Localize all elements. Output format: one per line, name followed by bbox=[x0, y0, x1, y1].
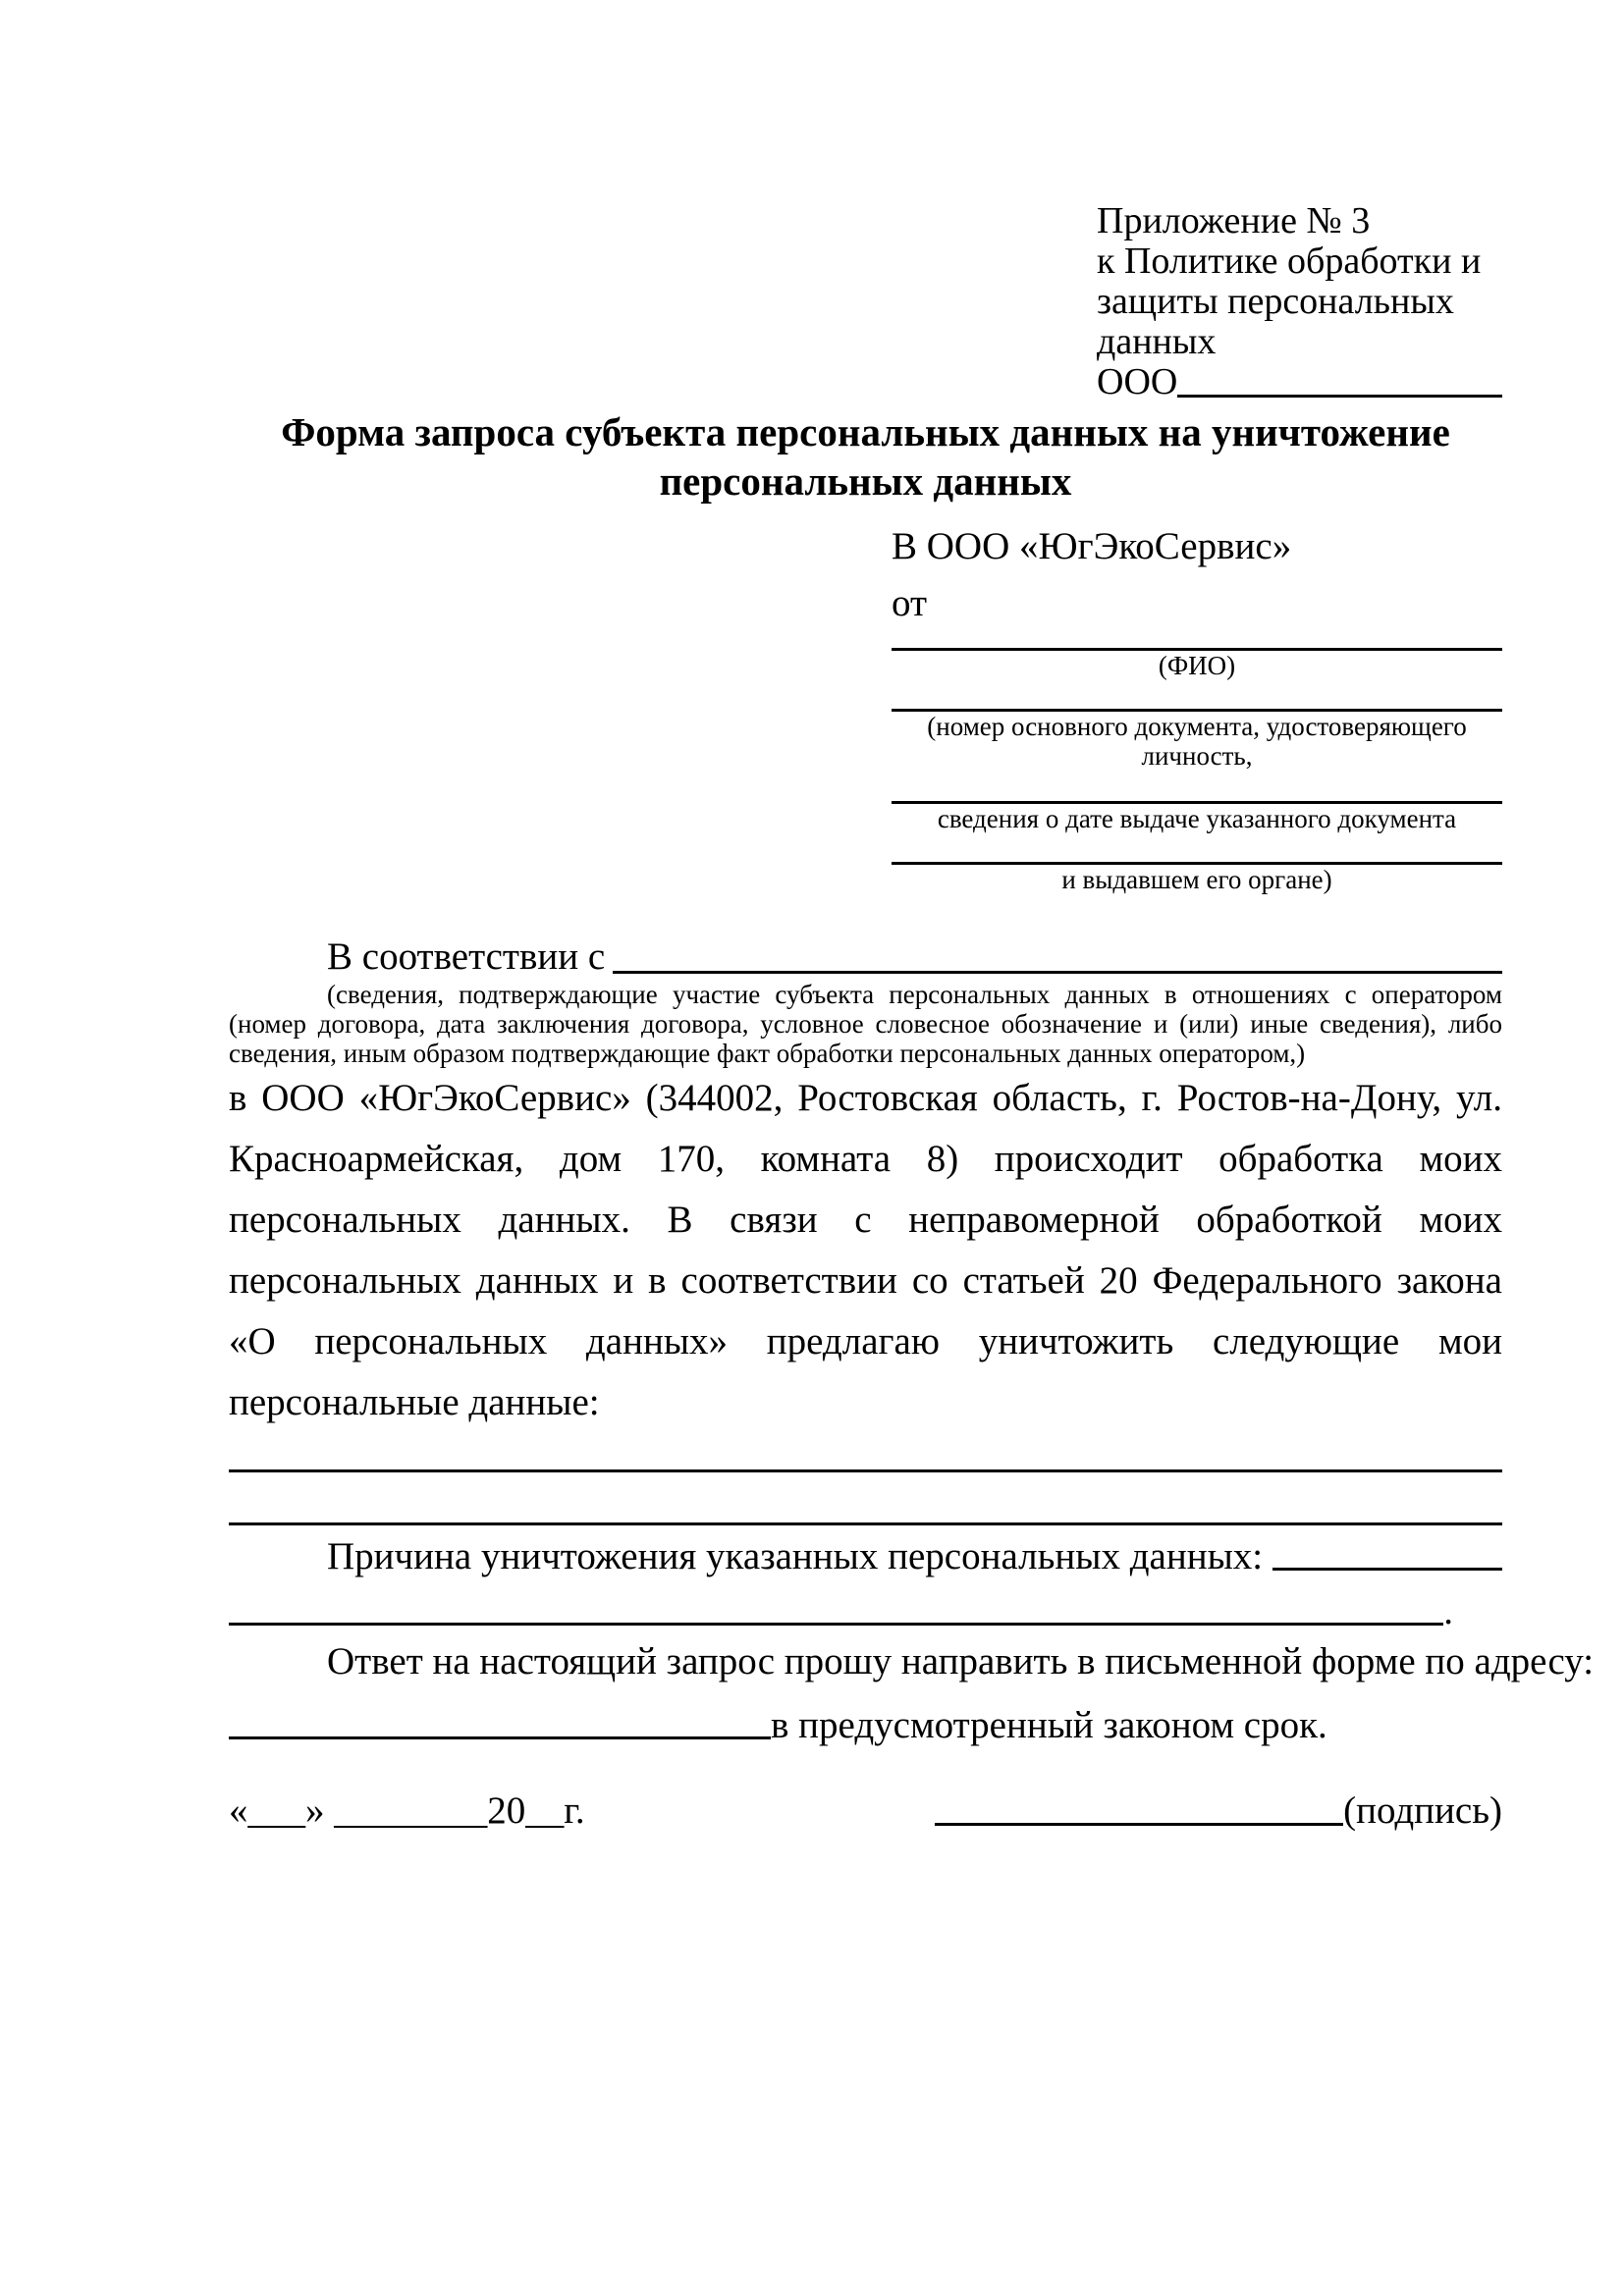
issue-date-blank-line bbox=[892, 771, 1502, 804]
signature-group bbox=[935, 1789, 1502, 1834]
organization-blank-line bbox=[1177, 395, 1502, 398]
issuing-authority-blank-line bbox=[892, 833, 1502, 865]
body-block bbox=[229, 934, 1595, 1834]
document-number-blank-line bbox=[892, 680, 1502, 712]
vertical-spacer bbox=[229, 1747, 1502, 1789]
appendix-policy-line2: защиты персональных данных bbox=[1097, 281, 1454, 362]
answer-suffix: в предусмотренный законом срок. bbox=[771, 1704, 1327, 1746]
fio-caption: (ФИО) bbox=[1158, 651, 1236, 680]
date-line: «___» ________20__г. bbox=[229, 1789, 585, 1832]
answer-paragraph: Ответ на настоящий запрос прошу направить в письменной форме по адресу: bbox=[327, 1640, 1595, 1682]
fio-blank-line bbox=[892, 625, 1502, 651]
issue-date-caption: сведения о дате выдаче указанного документа bbox=[937, 804, 1457, 833]
reason-row bbox=[229, 1525, 1502, 1578]
reason-continuation-row bbox=[229, 1578, 1502, 1633]
main-paragraph: в ООО «ЮгЭкоСервис» (344002, Ростовская область, г. Ростов-на-Дону, ул. Красноармейская, дом 170, комната 8) происходит обработка моих персональных данных. В связи с неправомерной обработкой моих персональных данных и в соответствии со статьей 20 Федерального закона «О персональных данных» предлагаю уничтожить следующие мои персональные данные: bbox=[229, 1077, 1502, 1423]
reason-label: Причина уничтожения указанных персональных данных: bbox=[327, 1535, 1264, 1577]
appendix-number: Приложение № 3 bbox=[1097, 200, 1371, 241]
appendix-header bbox=[1097, 201, 1502, 402]
personal-data-blank-line-1 bbox=[229, 1433, 1502, 1472]
address-blank-line bbox=[229, 1736, 771, 1739]
answer-address-row bbox=[229, 1690, 1502, 1747]
personal-data-blank-line-2 bbox=[229, 1472, 1502, 1525]
organization-prefix: ООО bbox=[1097, 361, 1178, 402]
organization-name-row bbox=[1097, 362, 1502, 402]
sentence-terminator: . bbox=[1443, 1590, 1453, 1632]
accordance-label: В соответствии с bbox=[327, 935, 606, 978]
signature-blank-line bbox=[935, 1823, 1343, 1826]
issuing-authority-caption: и выдавшем его органе) bbox=[1061, 865, 1332, 894]
footer-row bbox=[229, 1789, 1502, 1834]
document-title: Форма запроса субъекта персональных данных на уничтожение персональных данных bbox=[281, 409, 1450, 504]
reason-continuation-blank-line bbox=[229, 1623, 1443, 1626]
addressee-from: от bbox=[892, 582, 928, 624]
reason-blank-line bbox=[1272, 1568, 1502, 1571]
addressee-block bbox=[892, 525, 1502, 894]
addressee-to: В ООО «ЮгЭкоСервис» bbox=[892, 525, 1292, 567]
accordance-row bbox=[229, 934, 1502, 980]
accordance-blank-line bbox=[613, 971, 1502, 974]
document-number-caption: (номер основного документа, удостоверяющего личность, bbox=[927, 712, 1467, 771]
accordance-note: (сведения, подтверждающие участие субъекта персональных данных в отношениях с оператором (номер договора, дата заключения договора, условное словесное обозначение и (или) иные сведения), либо сведения, иным образом подтверждающие факт обработки персональных данных оператором,) bbox=[229, 980, 1502, 1068]
appendix-policy-line1: к Политике обработки и bbox=[1097, 240, 1482, 282]
signature-caption: (подпись) bbox=[1343, 1789, 1502, 1832]
